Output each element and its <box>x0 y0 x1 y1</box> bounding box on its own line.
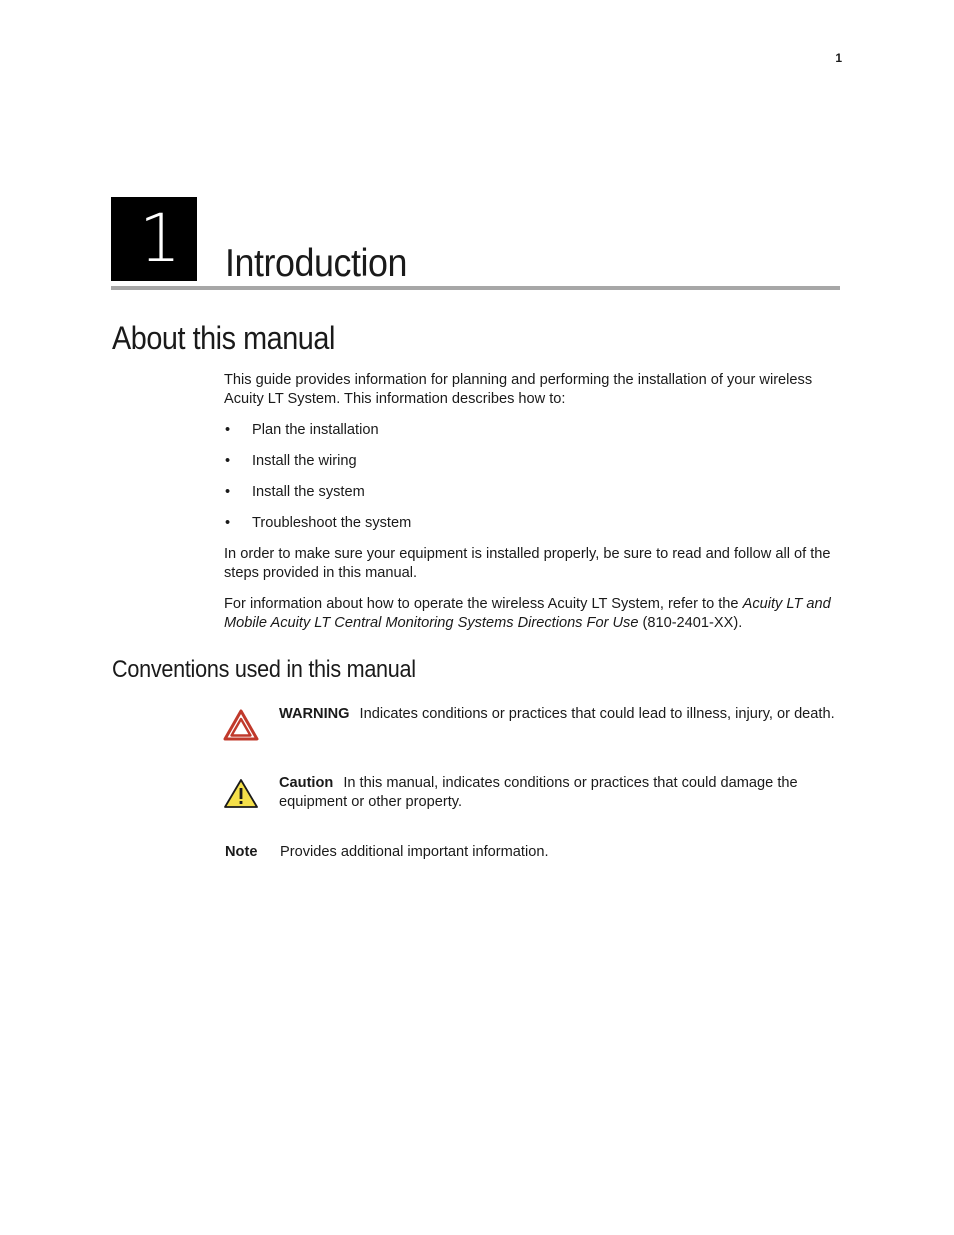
note-label: Note <box>225 844 258 860</box>
warning-triangle-icon <box>223 709 259 741</box>
note-text: Provides additional important information. <box>280 844 549 860</box>
bullet-dot: • <box>225 484 231 500</box>
caution-text: In this manual, indicates conditions or practices that could damage the equipment or other property. <box>279 775 798 810</box>
warning-text: Indicates conditions or practices that could lead to illness, injury, or death. <box>359 706 835 722</box>
list-item-text: Install the wiring <box>252 453 357 469</box>
install-paragraph: In order to make sure your equipment is installed properly, be sure to read and follow all of the steps provided in this manual. <box>224 546 831 581</box>
bullet-dot: • <box>225 515 231 531</box>
bullet-dot: • <box>225 422 231 438</box>
warning-label: WARNING <box>279 706 350 722</box>
chapter-title: Introduction <box>225 242 407 285</box>
chapter-number-box: 1 <box>111 197 197 281</box>
list-item-text: Plan the installation <box>252 422 379 438</box>
bullet-dot: • <box>225 453 231 469</box>
intro-paragraph: This guide provides information for planning and performing the installation of your wireless Acuity LT System. This information describes how to: <box>224 372 813 407</box>
chapter-rule <box>111 286 840 290</box>
section-title: About this manual <box>112 320 335 356</box>
reference-title: Acuity LT and Mobile Acuity LT Central Monitoring Systems Directions For Use <box>224 596 831 631</box>
reference-prefix: For information about how to operate the wireless Acuity LT System, refer to the <box>224 596 743 612</box>
caution-notice <box>279 774 840 812</box>
reference-paragraph <box>224 595 840 633</box>
caution-label: Caution <box>279 775 334 791</box>
caution-triangle-icon <box>223 778 259 809</box>
list-item-text: Install the system <box>252 484 365 500</box>
warning-notice <box>279 705 840 724</box>
conventions-title: Conventions used in this manual <box>112 656 416 683</box>
reference-suffix: (810-2401-XX). <box>638 615 743 631</box>
list-item-text: Troubleshoot the system <box>252 515 412 531</box>
page-number: 1 <box>835 51 842 65</box>
